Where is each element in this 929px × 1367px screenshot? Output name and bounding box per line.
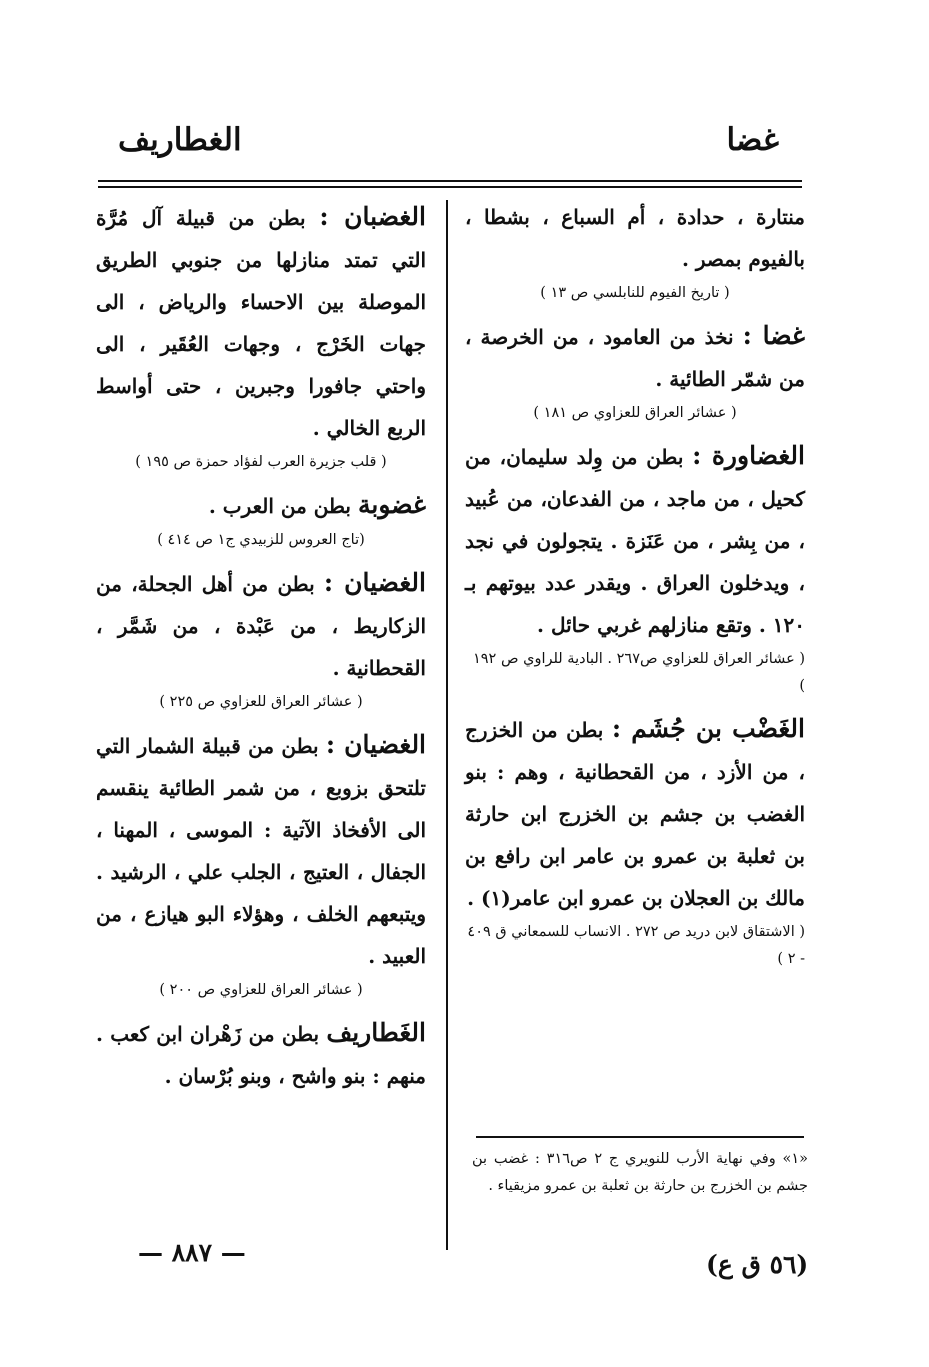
header-rule-bottom bbox=[98, 186, 802, 188]
entry-continuation bbox=[465, 196, 805, 307]
footnote-rule bbox=[476, 1136, 804, 1138]
entry-head: غضا : bbox=[742, 321, 805, 350]
header-rule-top bbox=[98, 180, 802, 182]
entry-ghatarif bbox=[96, 1012, 426, 1097]
left-column bbox=[96, 196, 426, 1103]
entry-ghadouba bbox=[96, 484, 426, 554]
entry-head: الغَضْب بن جُشَم : bbox=[611, 714, 805, 743]
entry-text: بطن من العرب . bbox=[208, 494, 351, 518]
entry-text: نخذ من العامود ، من الخرصة ، من شمّر الطائية . bbox=[465, 325, 805, 391]
entry-text: بطن من قبيلة آل مُرَّة التي تمتد منازلها من جنوبي الطريق الموصلة بين الاحساء والرياض ، الى جهات الخَرْج ، وجهات العُقَير ، الى واحتي جافورا وجبرين ، حتى أواسط الربع الخالي . bbox=[96, 206, 426, 440]
entry-head: الغضبان : bbox=[319, 202, 426, 231]
entry-source: ( عشائر العراق للعزاوي ص ١٨١ ) bbox=[533, 405, 737, 421]
page-number: — ٨٨٧ — bbox=[138, 1238, 246, 1267]
entry-source: ( الاشتقاق لابن دريد ص ٢٧٢ . الانساب للسمعاني ق ٤٠٩ - ٢ ) bbox=[467, 924, 805, 967]
entry-source: ( عشائر العراق للعزاوي ص ٢٢٥ ) bbox=[159, 694, 363, 710]
running-head-left: الغطاريف bbox=[118, 122, 242, 158]
entry-source: ( تاريخ الفيوم للنابلسي ص ١٣ ) bbox=[540, 285, 730, 301]
entry-ghadyan-2 bbox=[96, 724, 426, 1004]
entry-ghadban bbox=[96, 196, 426, 476]
column-divider bbox=[446, 200, 448, 1250]
entry-text: بطن من زَهْران ابن كعب . منهم : بنو واشح ، وبنو بُرْسان . bbox=[96, 1022, 426, 1088]
right-column bbox=[465, 196, 805, 981]
entry-head: الغَطاريف bbox=[326, 1018, 426, 1047]
entry-source: (تاج العروس للزبيدي ج١ ص ٤١٤ ) bbox=[157, 532, 365, 548]
footnote: «١» وفي نهاية الأرب للنويري ج ٢ ص٣١٦ : غضب بن جشم بن الخزرج بن حارثة بن ثعلبة بن عمرو مزيقياء . bbox=[472, 1151, 808, 1194]
entry-ghadawira bbox=[465, 435, 805, 700]
entry-text: بطن من قبيلة الشمار التي تلتحق بزوبع ، من شمر الطائية ينقسم الى الأفخاذ الآتية : الموسى ، المهنا ، الجفال ، العتيج ، الجلب علي ، الرشيد . ويتبعهم الخلف ، وهؤلاء البو هيازع ، من العبيد . bbox=[96, 734, 426, 968]
entry-ghadyan-1 bbox=[96, 562, 426, 716]
running-head-right: غضا bbox=[726, 122, 779, 158]
entry-ghada bbox=[465, 315, 805, 427]
signature-mark: (٥٦ ق ع) bbox=[706, 1250, 809, 1279]
entry-source: ( قلب جزيرة العرب لفؤاد حمزة ص ١٩٥ ) bbox=[135, 454, 387, 470]
entry-source: ( عشائر العراق للعزاوي ص ٢٠٠ ) bbox=[159, 982, 363, 998]
entry-text: بطن من وِلد سليمان، من كحيل ، من ماجد ، من الفدعان، من عُبيد ، من بِشر ، من عَنَزة . يتجولون في نجد ، ويدخلون العراق . ويقدر عدد بيوتهم بـ ١٢٠ . وتقع منازلهم غربي حائل . bbox=[465, 445, 805, 637]
entry-head: الغضيان : bbox=[323, 568, 426, 597]
entry-source: ( عشائر العراق للعزاوي ص٢٦٧ . البادية للراوي ص ١٩٢ ) bbox=[472, 651, 805, 694]
entry-text: بطن من أهل الجحلة، من الزكاريط ، من عَبْدة ، من شَمَّر ، القحطانية . bbox=[96, 572, 426, 680]
entry-ghadb-bin-jusham bbox=[465, 708, 805, 973]
entry-head: الغضاورة : bbox=[692, 441, 805, 470]
entry-head: غضوبة bbox=[357, 490, 426, 519]
entry-text: منتارة ، حدادة ، أم السباع ، بشطا ، بالفيوم بمصر . bbox=[465, 205, 805, 271]
entry-head: الغضيان : bbox=[325, 730, 427, 759]
entry-text: بطن من الخزرج ، من الأزد ، من القحطانية ، وهم : بنو الغضب بن جشم بن الخزرج ابن حارثة بن ثعلبة بن عمرو بن عامر ابن رافع بن مالك بن العجلان بن عمرو ابن عامر(١) . bbox=[465, 718, 805, 910]
